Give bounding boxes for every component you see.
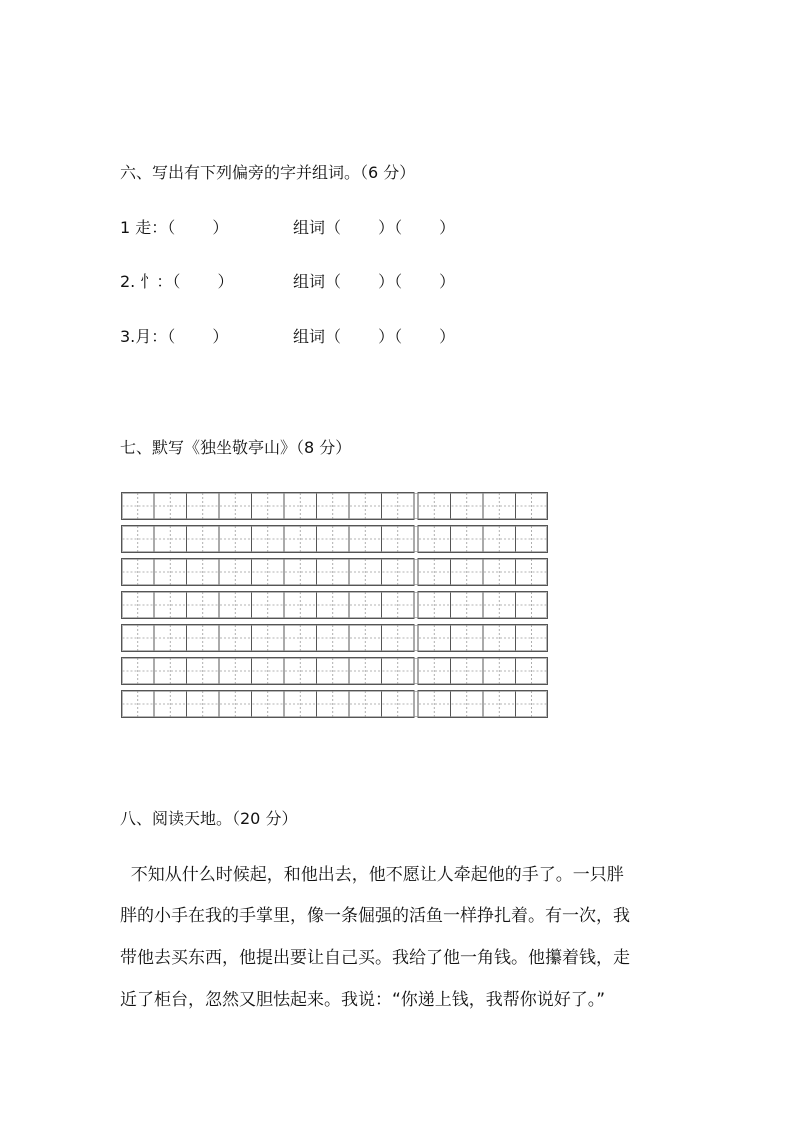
- grid-row[interactable]: [121, 558, 548, 586]
- question-3-word-blanks: 组词（ ）（ ）: [293, 327, 456, 346]
- grid-row[interactable]: [121, 690, 548, 718]
- reading-passage-line: 不知从什么时候起，和他出去，他不愿让人牵起他的手了。一只胖: [120, 865, 624, 885]
- reading-passage-line: 胖的小手在我的手掌里，像一条倔强的活鱼一样挣扎着。有一次，我: [120, 906, 630, 926]
- grid-row[interactable]: [121, 624, 548, 652]
- section-7-title: 七、默写《独坐敬亭山》（8 分）: [120, 438, 352, 457]
- grid-row[interactable]: [121, 591, 548, 619]
- reading-passage-line: 带他去买东西，他提出要让自己买。我给了他一角钱。他攥着钱，走: [120, 948, 630, 968]
- question-2-word-blanks: 组词（ ）（ ）: [293, 272, 456, 291]
- reading-passage-line: 近了柜台，忽然又胆怯起来。我说：“你递上钱，我帮你说好了。”: [120, 990, 606, 1010]
- grid-row[interactable]: [121, 657, 548, 685]
- question-1-radical-blank: 1 走：（ ）: [120, 218, 229, 237]
- question-2-radical-blank: 2. 忄：（ ）: [120, 272, 234, 291]
- section-8-title: 八、阅读天地。（20 分）: [120, 809, 298, 828]
- grid-row[interactable]: [121, 492, 548, 520]
- grid-row[interactable]: [121, 525, 548, 553]
- question-3-radical-blank: 3.月：（ ）: [120, 327, 229, 346]
- question-1-word-blanks: 组词（ ）（ ）: [293, 218, 456, 237]
- section-6-title: 六、写出有下列偏旁的字并组词。（6 分）: [120, 163, 416, 182]
